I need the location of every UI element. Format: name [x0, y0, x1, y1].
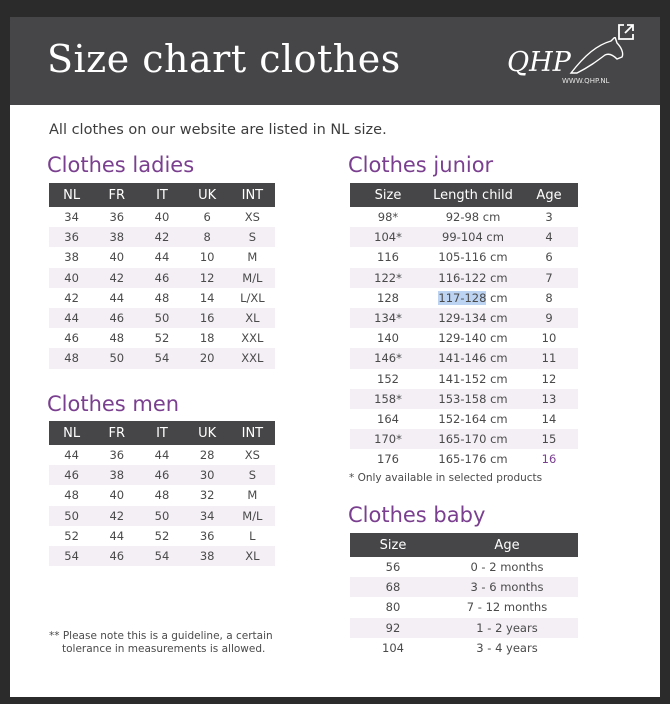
junior-cell: 15 — [520, 429, 578, 449]
length-unit: cm — [486, 230, 504, 245]
table-row — [49, 308, 275, 328]
men-header-cell: INT — [230, 421, 275, 445]
length-unit: cm — [490, 411, 508, 426]
junior-cell: 13 — [520, 389, 578, 409]
qhp-logo — [507, 37, 625, 89]
men-cell: 48 — [64, 488, 79, 503]
length-value: 153-158 — [438, 391, 487, 406]
ladies-cell: L/XL — [240, 290, 265, 305]
ladies-cell: 48 — [109, 331, 125, 346]
length-unit: cm — [490, 331, 508, 346]
external-link-icon[interactable] — [614, 20, 638, 44]
ladies-cell: XXL — [241, 331, 264, 346]
ladies-cell: 50 — [94, 348, 139, 368]
junior-cell: 104* — [350, 227, 426, 247]
size-chart-image — [10, 17, 660, 697]
table-row — [350, 288, 578, 308]
table-row — [350, 577, 578, 597]
men-cell: 52 — [64, 528, 79, 543]
table-row — [49, 348, 275, 368]
ladies-cell: 8 — [185, 227, 230, 247]
ladies-cell: 6 — [203, 210, 211, 225]
baby-header-cell: Age — [436, 533, 578, 557]
table-row — [49, 445, 275, 465]
ladies-cell: 12 — [185, 268, 230, 288]
men-cell: 54 — [49, 546, 94, 566]
junior-cell — [426, 449, 520, 469]
length-value: 152-164 — [438, 411, 487, 426]
table-row — [49, 288, 275, 308]
men-cell: 36 — [199, 528, 215, 543]
junior-cell: 16 — [541, 452, 557, 467]
junior-cell — [426, 227, 520, 247]
table-row — [350, 638, 578, 658]
men-cell: 36 — [109, 448, 125, 463]
ladies-cell: 48 — [49, 348, 94, 368]
men-cell: M — [247, 488, 258, 503]
logo-url: WWW.QHP.NL — [562, 77, 610, 85]
junior-cell — [426, 268, 520, 288]
length-value: 165-176 — [438, 452, 487, 467]
men-cell: 50 — [49, 506, 94, 526]
men-cell: 44 — [109, 528, 125, 543]
junior-cell: 11 — [520, 348, 578, 368]
junior-cell — [426, 207, 520, 227]
men-cell: 46 — [94, 546, 139, 566]
men-title: Clothes men — [47, 392, 180, 416]
table-row — [350, 207, 578, 227]
table-row — [49, 207, 275, 227]
baby-header-cell: Size — [350, 533, 436, 557]
guideline-note-line2: tolerance in measurements is allowed. — [62, 643, 266, 655]
ladies-cell: 38 — [64, 250, 79, 265]
baby-cell: 7 - 12 months — [466, 600, 548, 615]
ladies-cell: 16 — [185, 308, 230, 328]
men-header-cell: NL — [49, 421, 94, 445]
ladies-header-cell: FR — [94, 183, 139, 207]
table-row — [49, 485, 275, 505]
table-row — [350, 308, 578, 328]
length-value: 141-146 — [438, 351, 487, 366]
men-cell: 46 — [49, 465, 94, 485]
external-link-glyph — [616, 22, 636, 42]
men-cell: 28 — [199, 448, 215, 463]
junior-header-cell: Age — [520, 183, 578, 207]
men-cell: 48 — [154, 488, 170, 503]
men-cell: 54 — [139, 546, 184, 566]
guideline-note-line1: ** Please note this is a guideline, a certain — [49, 630, 273, 642]
ladies-cell: S — [230, 227, 275, 247]
junior-cell: 134* — [350, 308, 426, 328]
junior-cell: 164 — [377, 411, 399, 426]
baby-cell: 3 - 6 months — [436, 577, 578, 597]
baby-cell: 92 — [350, 618, 436, 638]
ladies-size-table — [49, 183, 275, 369]
junior-cell: 170* — [350, 429, 426, 449]
ladies-header-cell: NL — [49, 183, 94, 207]
men-cell: M/L — [230, 506, 275, 526]
junior-cell: 128 — [377, 290, 399, 305]
men-cell: 42 — [94, 506, 139, 526]
length-unit: cm — [490, 371, 508, 386]
ladies-header-cell: IT — [139, 183, 184, 207]
men-header-cell: UK — [185, 421, 230, 445]
length-unit: cm — [490, 250, 508, 265]
table-row — [49, 247, 275, 267]
men-cell: 44 — [64, 448, 79, 463]
junior-cell — [426, 389, 520, 409]
length-value: 141-152 — [438, 371, 487, 386]
length-unit: cm — [490, 351, 508, 366]
junior-cell: 14 — [541, 411, 557, 426]
men-cell: XL — [230, 546, 275, 566]
baby-title: Clothes baby — [348, 503, 486, 527]
junior-cell: 98* — [377, 210, 399, 225]
table-row — [350, 409, 578, 429]
junior-cell: 176 — [377, 452, 399, 467]
junior-cell: 152 — [377, 371, 399, 386]
ladies-cell: 48 — [154, 290, 170, 305]
men-cell: 38 — [185, 546, 230, 566]
table-row — [49, 268, 275, 288]
junior-title: Clothes junior — [348, 153, 494, 177]
header-banner — [10, 17, 660, 105]
intro-text: All clothes on our website are listed in NL size. — [49, 122, 387, 138]
table-row — [350, 328, 578, 348]
ladies-cell: 34 — [64, 210, 79, 225]
ladies-cell: 44 — [49, 308, 94, 328]
men-cell: 40 — [109, 488, 125, 503]
junior-size-table — [350, 183, 578, 469]
baby-cell: 56 — [385, 560, 401, 575]
ladies-cell: 40 — [49, 268, 94, 288]
junior-cell: 8 — [545, 290, 553, 305]
table-row — [49, 526, 275, 546]
table-row — [350, 557, 578, 577]
logo-text: QHP — [507, 47, 571, 78]
table-row — [350, 618, 578, 638]
length-unit: cm — [490, 391, 508, 406]
length-unit: cm — [490, 452, 508, 467]
junior-cell — [426, 369, 520, 389]
men-cell: 46 — [139, 465, 184, 485]
men-cell: 38 — [94, 465, 139, 485]
baby-size-table — [350, 533, 578, 658]
junior-cell: 9 — [520, 308, 578, 328]
baby-cell: 80 — [385, 600, 401, 615]
ladies-cell: 46 — [64, 331, 79, 346]
men-cell: 30 — [185, 465, 230, 485]
ladies-cell: 44 — [109, 290, 125, 305]
table-row — [350, 268, 578, 288]
men-cell: L — [249, 528, 256, 543]
junior-cell: 12 — [541, 371, 557, 386]
junior-cell: 116 — [377, 250, 399, 265]
junior-cell: 7 — [520, 268, 578, 288]
table-row — [350, 449, 578, 469]
baby-cell: 1 - 2 years — [436, 618, 578, 638]
baby-cell: 68 — [350, 577, 436, 597]
ladies-cell: 54 — [139, 348, 184, 368]
table-row — [49, 227, 275, 247]
table-row — [49, 328, 275, 348]
junior-cell — [426, 288, 520, 308]
ladies-cell: 14 — [199, 290, 215, 305]
length-value: 105-116 — [438, 250, 487, 265]
junior-cell: 6 — [545, 250, 553, 265]
length-unit: cm — [490, 270, 508, 285]
page-title: Size chart clothes — [47, 37, 401, 81]
ladies-cell: XS — [244, 210, 260, 225]
table-row — [350, 227, 578, 247]
ladies-cell: 36 — [49, 227, 94, 247]
length-value: 99-104 — [442, 230, 483, 245]
men-cell: 34 — [185, 506, 230, 526]
length-unit: cm — [490, 432, 508, 447]
men-header-cell: FR — [94, 421, 139, 445]
ladies-cell: 36 — [109, 210, 125, 225]
ladies-cell: 42 — [64, 290, 79, 305]
length-value: 129-140 — [438, 331, 487, 346]
junior-cell: 3 — [545, 210, 553, 225]
length-value: 165-170 — [438, 432, 487, 447]
length-unit: cm — [482, 210, 501, 225]
length-unit: cm — [490, 290, 508, 305]
ladies-cell: 52 — [154, 331, 170, 346]
table-row — [350, 429, 578, 449]
ladies-cell: 50 — [139, 308, 184, 328]
junior-cell: 146* — [350, 348, 426, 368]
men-cell: 44 — [154, 448, 170, 463]
ladies-title: Clothes ladies — [47, 153, 195, 177]
length-value: 116-122 — [438, 270, 487, 285]
junior-cell: 122* — [350, 268, 426, 288]
junior-cell — [426, 328, 520, 348]
junior-cell — [426, 429, 520, 449]
ladies-cell: 20 — [185, 348, 230, 368]
junior-header-cell: Length child — [426, 183, 520, 207]
ladies-cell: 44 — [154, 250, 170, 265]
men-header-cell: IT — [139, 421, 184, 445]
table-row — [49, 506, 275, 526]
length-value: 92-98 — [445, 210, 480, 225]
table-row — [49, 546, 275, 566]
ladies-cell: XXL — [230, 348, 275, 368]
junior-cell: 10 — [541, 331, 557, 346]
length-unit: cm — [490, 311, 508, 326]
junior-cell: 4 — [520, 227, 578, 247]
junior-cell — [426, 348, 520, 368]
men-cell: 52 — [154, 528, 170, 543]
junior-cell — [426, 247, 520, 267]
ladies-cell: 40 — [154, 210, 170, 225]
table-row — [350, 247, 578, 267]
ladies-cell: 40 — [109, 250, 125, 265]
ladies-cell: XL — [230, 308, 275, 328]
junior-cell — [426, 308, 520, 328]
men-cell: 50 — [139, 506, 184, 526]
ladies-header-cell: UK — [185, 183, 230, 207]
ladies-cell: 46 — [139, 268, 184, 288]
table-row — [350, 597, 578, 617]
junior-cell — [426, 409, 520, 429]
men-cell: S — [230, 465, 275, 485]
ladies-header-cell: INT — [230, 183, 275, 207]
ladies-cell: 42 — [94, 268, 139, 288]
men-size-table — [49, 421, 275, 566]
ladies-cell: 38 — [94, 227, 139, 247]
junior-footnote: * Only available in selected products — [349, 472, 543, 484]
baby-cell: 104 — [382, 640, 404, 655]
men-cell: 32 — [199, 488, 215, 503]
table-row — [350, 348, 578, 368]
baby-cell: 0 - 2 months — [470, 560, 544, 575]
table-row — [350, 369, 578, 389]
table-row — [49, 465, 275, 485]
ladies-cell: 18 — [199, 331, 215, 346]
junior-cell: 158* — [350, 389, 426, 409]
length-value: 129-134 — [438, 311, 487, 326]
ladies-cell: M — [247, 250, 258, 265]
junior-cell: 140 — [377, 331, 399, 346]
table-row — [350, 389, 578, 409]
baby-cell: 3 - 4 years — [476, 640, 538, 655]
junior-header-cell: Size — [350, 183, 426, 207]
ladies-cell: M/L — [230, 268, 275, 288]
men-cell: XS — [244, 448, 260, 463]
ladies-cell: 42 — [139, 227, 184, 247]
ladies-cell: 10 — [199, 250, 215, 265]
ladies-cell: 46 — [94, 308, 139, 328]
guideline-note — [49, 630, 273, 656]
length-value: 117-128 — [438, 290, 487, 305]
